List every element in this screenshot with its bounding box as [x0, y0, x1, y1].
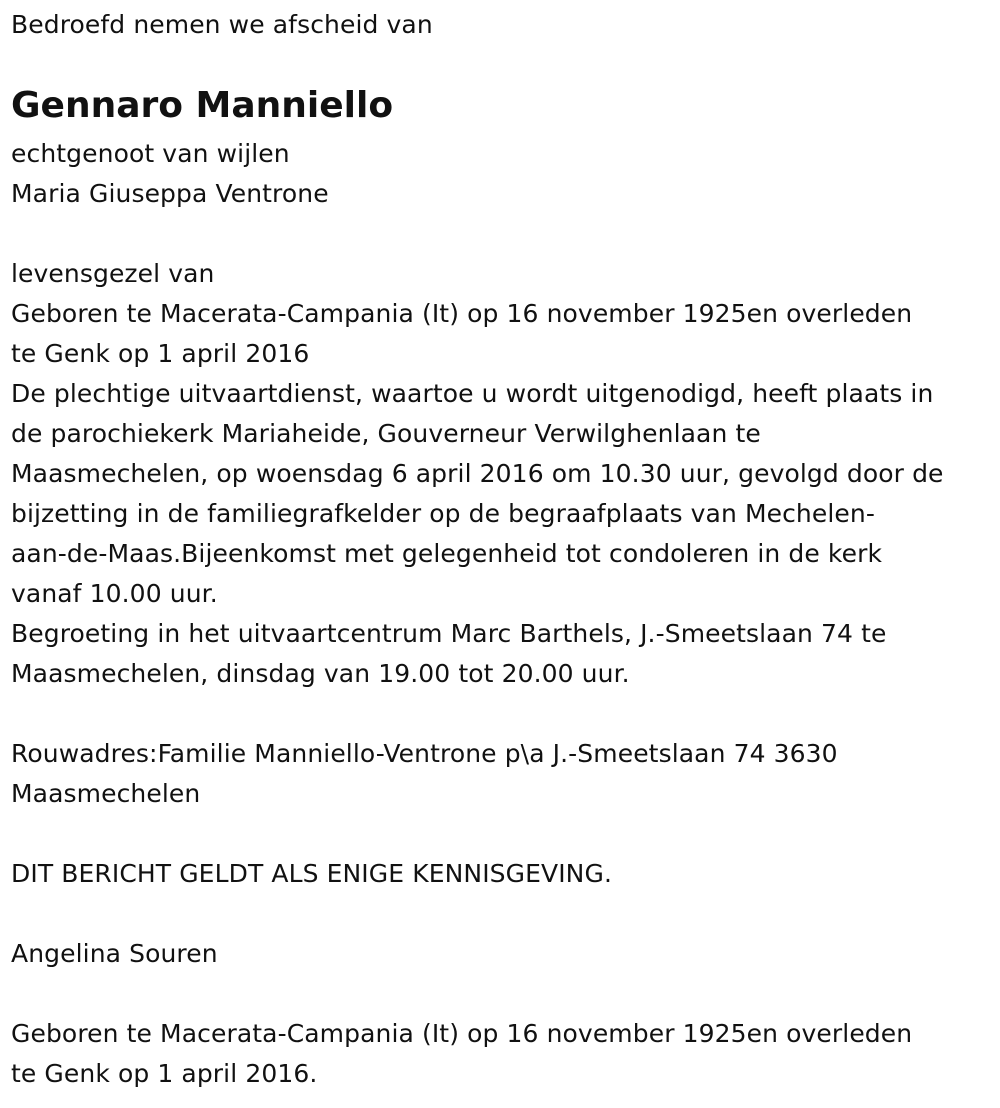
viewing-line-2: Maasmechelen, dinsdag van 19.00 tot 20.00 uur.	[11, 659, 630, 688]
funeral-line-4: bijzetting in de familiegrafkelder op de begraafplaats van Mechelen-	[11, 499, 875, 528]
address-line-2: Maasmechelen	[11, 779, 201, 808]
partner-label: levensgezel van	[11, 259, 215, 288]
intro-text: Bedroefd nemen we afscheid van	[11, 10, 433, 39]
viewing-line-1: Begroeting in het uitvaartcentrum Marc Barthels, J.-Smeetslaan 74 te	[11, 619, 887, 648]
birth-death-line-1: Geboren te Macerata-Campania (It) op 16 november 1925en overleden	[11, 299, 913, 328]
funeral-line-5: aan-de-Maas.Bijeenkomst met gelegenheid tot condoleren in de kerk	[11, 539, 883, 568]
spouse-line-2: Maria Giuseppa Ventrone	[11, 179, 329, 208]
funeral-line-2: de parochiekerk Mariaheide, Gouverneur Verwilghenlaan te	[11, 419, 761, 448]
deceased-name: Gennaro Manniello	[11, 85, 394, 126]
spouse-line-1: echtgenoot van wijlen	[11, 139, 290, 168]
funeral-line-3: Maasmechelen, op woensdag 6 april 2016 om 10.30 uur, gevolgd door de	[11, 459, 944, 488]
birth-death-repeat-line-1: Geboren te Macerata-Campania (It) op 16 november 1925en overleden	[11, 1019, 913, 1048]
signatory-name: Angelina Souren	[11, 939, 218, 968]
birth-death-repeat-line-2: te Genk op 1 april 2016.	[11, 1059, 318, 1088]
notice-text: DIT BERICHT GELDT ALS ENIGE KENNISGEVING.	[11, 859, 612, 888]
address-line-1: Rouwadres:Familie Manniello-Ventrone p\a J.-Smeetslaan 74 3630	[11, 739, 838, 768]
funeral-line-1: De plechtige uitvaartdienst, waartoe u wordt uitgenodigd, heeft plaats in	[11, 379, 934, 408]
birth-death-line-2: te Genk op 1 april 2016	[11, 339, 310, 368]
funeral-line-6: vanaf 10.00 uur.	[11, 579, 218, 608]
